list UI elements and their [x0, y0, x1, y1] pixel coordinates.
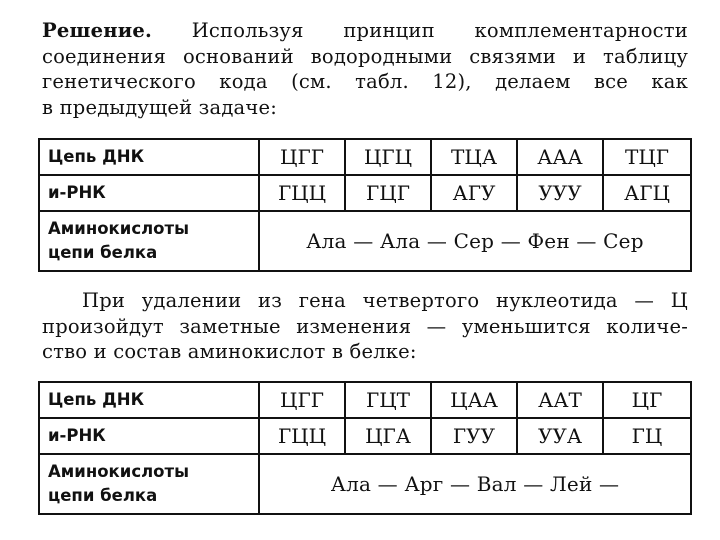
mrna-codon: ГЦГ	[345, 175, 431, 211]
dna-triplet: ЦГЦ	[345, 139, 431, 175]
amino-label-line-1: Аминокислоты	[48, 462, 189, 481]
dna-triplet: ЦАА	[431, 382, 517, 418]
mrna-codon: ГУУ	[431, 418, 517, 454]
mrna-row	[39, 418, 691, 454]
intro-paragraph	[42, 18, 688, 120]
mrna-codon: АГЦ	[603, 175, 691, 211]
amino-sequence: Ала — Арг — Вал — Лей —	[259, 454, 691, 514]
dna-row	[39, 382, 691, 418]
dna-label: Цепь ДНК	[39, 139, 259, 175]
dna-triplet: ЦГГ	[259, 139, 345, 175]
amino-label	[39, 211, 259, 271]
dna-label: Цепь ДНК	[39, 382, 259, 418]
codon-table-1	[38, 138, 692, 272]
dna-triplet: ЦГ	[603, 382, 691, 418]
mrna-codon: ГЦЦ	[259, 418, 345, 454]
amino-label-line-2: цепи белка	[48, 486, 158, 505]
solution-heading: Решение.	[42, 19, 152, 42]
amino-row	[39, 211, 691, 271]
dna-triplet: ААА	[517, 139, 603, 175]
dna-triplet: ТЦГ	[603, 139, 691, 175]
intro-line-1-text: Используя принцип комплементарности	[151, 19, 688, 42]
mrna-codon: ГЦЦ	[259, 175, 345, 211]
amino-label-line-1: Аминокислоты	[48, 219, 189, 238]
dna-triplet: ЦГГ	[259, 382, 345, 418]
middle-line-2: произойдут заметные изменения — уменьшится количе-	[42, 314, 688, 338]
codon-table-2	[38, 381, 692, 515]
amino-sequence: Ала — Ала — Сер — Фен — Сер	[259, 211, 691, 271]
dna-triplet: ААТ	[517, 382, 603, 418]
mrna-codon: ГЦ	[603, 418, 691, 454]
mrna-label: и-РНК	[39, 175, 259, 211]
intro-line-3: генетического кода (см. табл. 12), делаем все как	[42, 70, 688, 93]
dna-row	[39, 139, 691, 175]
intro-line-2: соединения оснований водородными связями и таблицу	[42, 44, 688, 68]
amino-row	[39, 454, 691, 514]
mrna-label: и-РНК	[39, 418, 259, 454]
dna-triplet: ГЦТ	[345, 382, 431, 418]
mrna-codon: УУА	[517, 418, 603, 454]
dna-triplet: ТЦА	[431, 139, 517, 175]
mrna-codon: АГУ	[431, 175, 517, 211]
middle-line-1: При удалении из гена четвертого нуклеотида — Ц	[82, 289, 688, 312]
amino-label	[39, 454, 259, 514]
mrna-codon: УУУ	[517, 175, 603, 211]
middle-line-3: ство и состав аминокислот в белке:	[42, 340, 417, 363]
intro-line-4: в предыдущей задаче:	[42, 95, 277, 119]
amino-label-line-2: цепи белка	[48, 243, 158, 262]
intro-line-1	[42, 18, 688, 44]
mrna-codon: ЦГА	[345, 418, 431, 454]
middle-paragraph	[42, 288, 688, 365]
mrna-row	[39, 175, 691, 211]
